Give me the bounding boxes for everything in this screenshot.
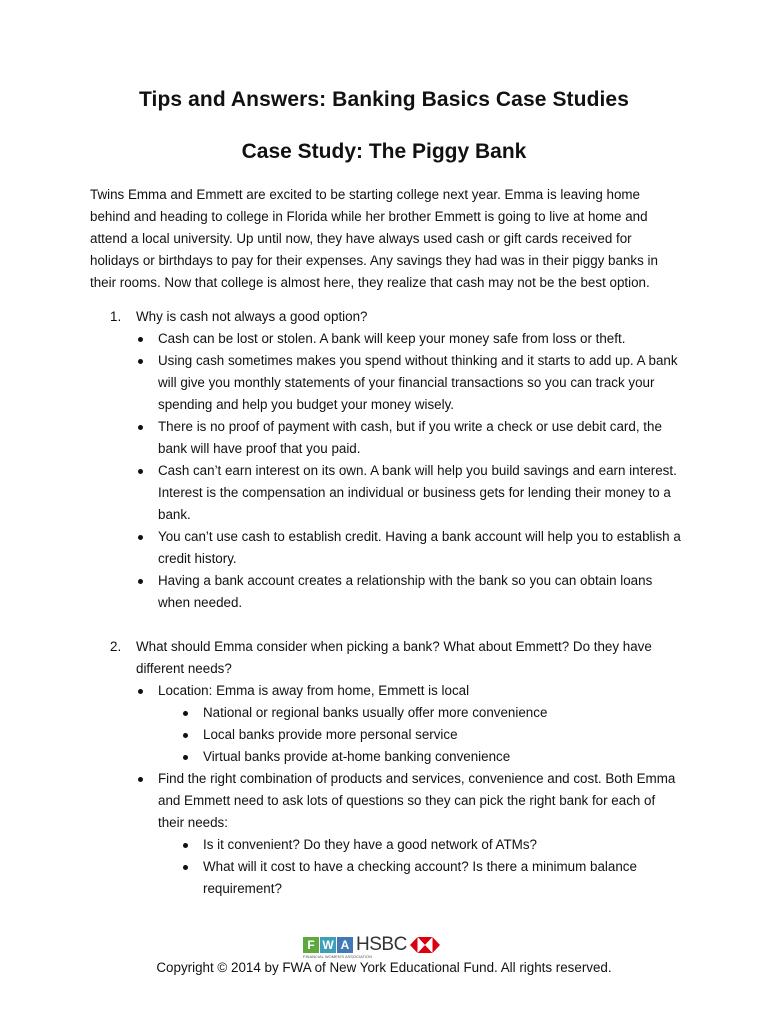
bullet-icon: [183, 711, 188, 716]
bullet-text: Using cash sometimes makes you spend without thinking and it starts to add up. A bank will give you monthly statements of your financial transactions so you can track your spending and help you budget your money wisely.: [158, 353, 678, 412]
sub-bullets: [158, 702, 682, 768]
bullet-text: Is it convenient? Do they have a good network of ATMs?: [203, 837, 537, 852]
bullet-icon: [183, 865, 188, 870]
sub-bullet: [158, 724, 682, 746]
answer-bullets: [136, 328, 682, 614]
bullet-icon: [138, 689, 143, 694]
sub-bullets: [158, 834, 682, 900]
copyright-notice: Copyright © 2014 by FWA of New York Educational Fund. All rights reserved.: [156, 960, 612, 975]
bullet-text: Local banks provide more personal service: [203, 727, 458, 742]
answer-bullet: [136, 350, 682, 416]
document-title: Tips and Answers: Banking Basics Case Studies: [139, 88, 629, 111]
bullet-text: Having a bank account creates a relationship with the bank so you can obtain loans when needed.: [158, 573, 653, 610]
fwa-logo: [303, 937, 372, 959]
bullet-text: What will it cost to have a checking account? Is there a minimum balance requirement?: [203, 859, 637, 896]
hsbc-hexagon-icon: [410, 937, 440, 953]
bullet-text: Virtual banks provide at-home banking convenience: [203, 749, 511, 764]
question-number: 1.: [110, 309, 122, 324]
sub-bullet: [158, 834, 682, 856]
intro-paragraph: Twins Emma and Emmett are excited to be starting college next year. Emma is leaving home behind and heading to college in Florida while her brother Emmett is going to live at home and attend a local university. Up until now, they have always used cash or gift cards received for holidays or birthdays to pay for their expenses. Any savings they had was in their piggy banks in their rooms. Now that college is almost here, they realize that cash may not be the best option.: [90, 187, 658, 290]
bullet-icon: [138, 337, 143, 342]
question-text: Why is cash not always a good option?: [136, 309, 368, 324]
answer-bullet: [136, 328, 682, 350]
answer-bullet: [136, 768, 682, 900]
bullet-icon: [138, 777, 143, 782]
question-item: [90, 306, 682, 614]
bullet-icon: [138, 579, 143, 584]
answer-bullet: [136, 570, 682, 614]
questions-list: [90, 306, 682, 900]
bullet-text: National or regional banks usually offer more convenience: [203, 705, 548, 720]
sub-bullet: [158, 702, 682, 724]
question-number: 2.: [110, 639, 122, 654]
fwa-letter: W: [320, 937, 336, 953]
fwa-tagline: FINANCIAL WOMEN'S ASSOCIATION: [303, 954, 372, 959]
sub-bullet: [158, 856, 682, 900]
bullet-icon: [183, 843, 188, 848]
sponsor-logos: [303, 934, 440, 959]
answer-bullet: [136, 526, 682, 570]
fwa-letter: F: [303, 937, 319, 953]
bullet-icon: [183, 733, 188, 738]
bullet-icon: [138, 425, 143, 430]
question-item: [90, 636, 682, 900]
bullet-icon: [138, 469, 143, 474]
bullet-text: You can’t use cash to establish credit. Having a bank account will help you to establish a credit history.: [158, 529, 681, 566]
bullet-icon: [183, 755, 188, 760]
bullet-text: Location: Emma is away from home, Emmett is local: [158, 683, 470, 698]
bullet-text: Find the right combination of products and services, convenience and cost. Both Emma and Emmett need to ask lots of questions so they can pick the right bank for each of their needs:: [158, 771, 676, 830]
hsbc-wordmark: HSBC: [356, 934, 407, 955]
answer-bullets: [136, 680, 682, 900]
case-study-heading: Case Study: The Piggy Bank: [241, 140, 527, 163]
bullet-icon: [138, 359, 143, 364]
bullet-icon: [138, 535, 143, 540]
answer-bullet: [136, 460, 682, 526]
answer-bullet: [136, 416, 682, 460]
sub-bullet: [158, 746, 682, 768]
fwa-letter: A: [337, 937, 353, 953]
bullet-text: There is no proof of payment with cash, but if you write a check or use debit card, the bank will have proof that you paid.: [158, 419, 662, 456]
question-text: What should Emma consider when picking a bank? What about Emmett? Do they have different needs?: [136, 639, 652, 676]
answer-bullet: [136, 680, 682, 768]
bullet-text: Cash can be lost or stolen. A bank will keep your money safe from loss or theft.: [158, 331, 626, 346]
bullet-text: Cash can’t earn interest on its own. A bank will help you build savings and earn interest. Interest is the compensation an individual or business gets for lending their money to a bank.: [158, 463, 677, 522]
